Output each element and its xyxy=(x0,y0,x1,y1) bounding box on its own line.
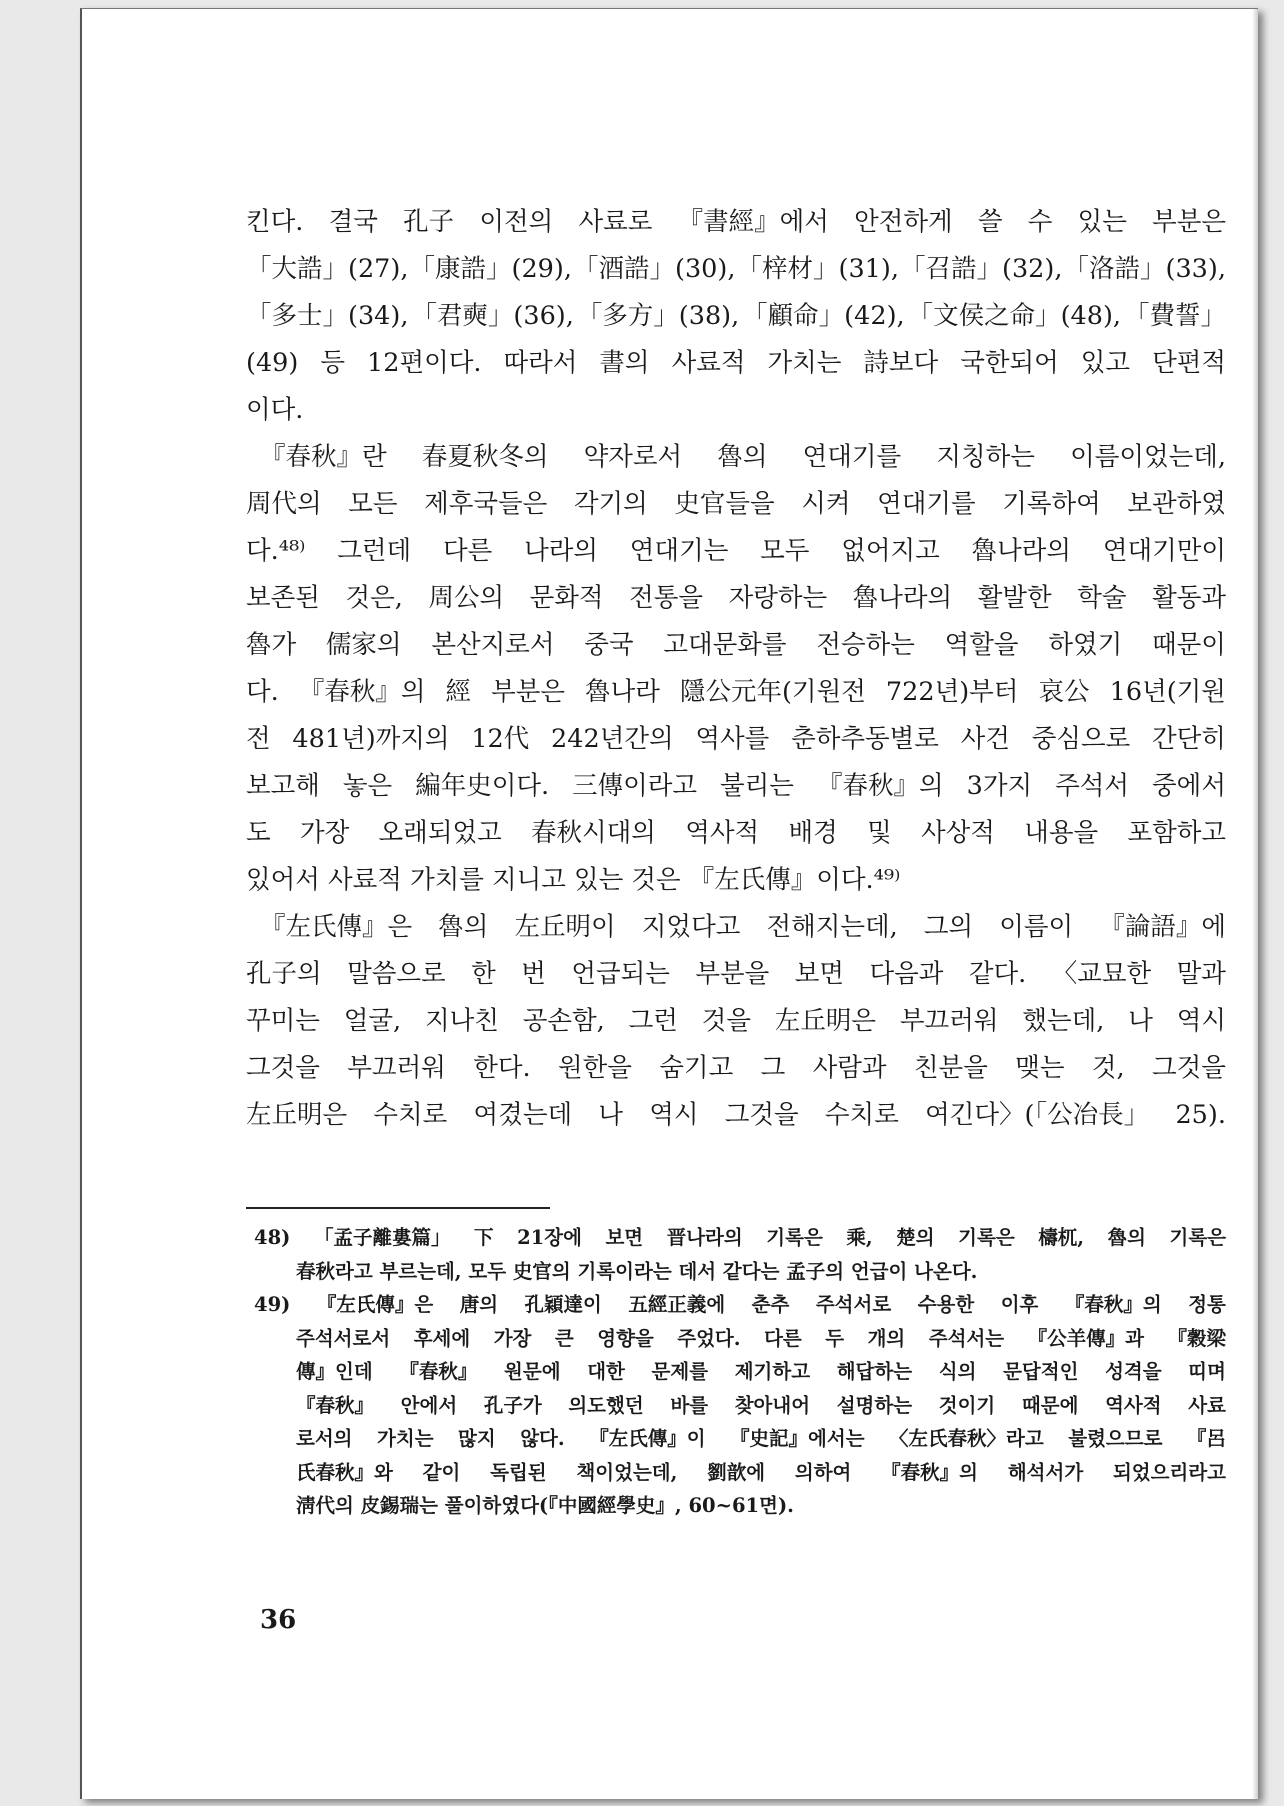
body-line: 『春秋』란 春夏秋冬의 약자로서 魯의 연대기를 지칭하는 이름이었는데, xyxy=(260,442,1226,472)
body-line: 다. 『春秋』의 經 부분은 魯나라 隱公元年(기원전 722년)부터 哀公 16년(기원 xyxy=(246,677,1226,707)
main-body-text xyxy=(246,199,1226,1139)
footnote-line: 주석서로서 후세에 가장 큰 영향을 주었다. 다른 두 개의 주석서는 『公羊傳』과 『穀梁 xyxy=(296,1326,1226,1350)
footnote-divider xyxy=(246,1207,550,1209)
body-line: 킨다. 결국 孔子 이전의 사료로 『書經』에서 안전하게 쓸 수 있는 부분은 xyxy=(246,207,1226,237)
footnote-line: 氏春秋』와 같이 독립된 책이었는데, 劉歆에 의하여 『春秋』의 해석서가 되었으리라고 xyxy=(296,1460,1226,1484)
footnote-line: 로서의 가치는 많지 않다. 『左氏傳』이 『史記』에서는 〈左氏春秋〉라고 불렸으므로 『呂 xyxy=(296,1427,1226,1450)
body-line: 그것을 부끄러워 한다. 원한을 숨기고 그 사람과 친분을 맺는 것, 그것을 xyxy=(246,1053,1226,1083)
footnotes xyxy=(254,1221,1226,1523)
body-line: 이다. xyxy=(246,395,304,425)
body-line: 꾸미는 얼굴, 지나친 공손함, 그런 것을 左丘明은 부끄러워 했는데, 나 역시 xyxy=(246,1006,1226,1036)
footnote-49: 49) 『左氏傳』은 唐의 孔穎達이 五經正義에 춘추 주석서로 수용한 이후 『春秋』의 정통 xyxy=(254,1293,1226,1316)
footnote-48: 48) 「孟子離婁篇」 下 21장에 보면 晋나라의 기록은 乘, 楚의 기록은 檮杌, 魯의 기록은 xyxy=(254,1226,1226,1249)
page-number: 36 xyxy=(260,1605,297,1635)
body-line: 다.⁴⁸⁾ 그런데 다른 나라의 연대기는 모두 없어지고 魯나라의 연대기만이 xyxy=(246,536,1226,566)
body-line: 도 가장 오래되었고 春秋시대의 역사적 배경 및 사상적 내용을 포함하고 xyxy=(246,818,1226,848)
footnote-line: 淸代의 皮錫瑞는 풀이하였다(『中國經學史』, 60~61면). xyxy=(296,1494,794,1517)
body-line: 孔子의 말씀으로 한 번 언급되는 부분을 보면 다음과 같다. 〈교묘한 말과 xyxy=(246,959,1226,989)
footnote-line: 『春秋』 안에서 孔子가 의도했던 바를 찾아내어 설명하는 것이기 때문에 역사적 사료 xyxy=(296,1393,1226,1417)
body-line: 周代의 모든 제후국들은 각기의 史官들을 시켜 연대기를 기록하여 보관하였 xyxy=(246,489,1226,519)
body-line: 보고해 놓은 編年史이다. 三傳이라고 불리는 『春秋』의 3가지 주석서 중에서 xyxy=(246,771,1226,801)
body-line: 『左氏傳』은 魯의 左丘明이 지었다고 전해지는데, 그의 이름이 『論語』에 xyxy=(260,912,1226,942)
page-edge-shadow xyxy=(1252,9,1258,1799)
body-line: 전 481년)까지의 12代 242년간의 역사를 춘하추동별로 사건 중심으로 간단히 xyxy=(246,724,1226,754)
body-line: 보존된 것은, 周公의 문화적 전통을 자랑하는 魯나라의 활발한 학술 활동과 xyxy=(246,583,1226,613)
footnote-line: 傳』인데 『春秋』 원문에 대한 문제를 제기하고 해답하는 식의 문답적인 성격을 띠며 xyxy=(296,1360,1226,1383)
body-line: 있어서 사료적 가치를 지니고 있는 것은 『左氏傳』이다.⁴⁹⁾ xyxy=(246,865,901,895)
book-page xyxy=(80,8,1258,1799)
body-line: 左丘明은 수치로 여겼는데 나 역시 그것을 수치로 여긴다〉(「公冶長」 25). xyxy=(246,1100,1226,1130)
body-line: (49) 등 12편이다. 따라서 書의 사료적 가치는 詩보다 국한되어 있고 단편적 xyxy=(246,348,1226,378)
body-line: 魯가 儒家의 본산지로서 중국 고대문화를 전승하는 역할을 하였기 때문이 xyxy=(246,630,1226,660)
body-line: 「大誥」(27), 「康誥」(29), 「酒誥」(30), 「梓材」(31), 「召誥」(32), 「洛誥」(33), xyxy=(246,254,1226,284)
footnote-line: 春秋라고 부르는데, 모두 史官의 기록이라는 데서 같다는 孟子의 언급이 나온다. xyxy=(296,1259,978,1283)
body-line: 「多士」(34), 「君奭」(36), 「多方」(38), 「顧命」(42), 「文侯之命」(48), 「費誓」 xyxy=(246,301,1226,331)
